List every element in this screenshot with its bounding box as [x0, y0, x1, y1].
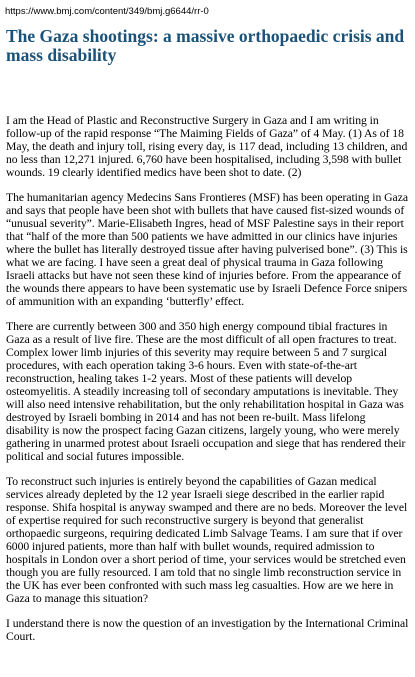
article-title: The Gaza shootings: a massive orthopaedic crisis and mass disability [6, 26, 405, 65]
paragraph-2: The humanitarian agency Medecins Sans Frontieres (MSF) has been operating in Gaza and says that people have been shot with bullets that have caused fist-sized wounds of “unusual severity”. Marie-Elisabeth Ingres, head of MSF Palestine says in their report that “half of the more than 500 patients we have admitted in our clinics have injuries where the bullet has literally destroyed tissue after having pulverised bone”. (3) This is what we are facing. I have seen a great deal of physical trauma in Gaza following Israeli attacks but have not seen these kind of injuries before. From the appearance of the wounds there appears to have been systematic use by Israeli Defence Force snipers of ammunition with an expanding ‘butterfly’ effect. [6, 191, 408, 308]
paragraph-5: I understand there is now the question of an investigation by the International Criminal Court. [6, 617, 409, 643]
paragraph-3: There are currently between 300 and 350 high energy compound tibial fractures in Gaza as a result of live fire. These are the most difficult of all open fractures to treat. Complex lower limb injuries of this severity may require between 5 and 7 surgical procedures, with each operation taking 3-6 hours. Even with state-of-the-art reconstruction, healing takes 1-2 years. Most of these patients will develop osteomyelitis. A steadily increasing toll of secondary amputations is inevitable. They will also need intensive rehabilitation, but the only rehabilitation hospital in Gaza was destroyed by Israeli bombing in 2014 and has not been re-built. Mass lifelong disability is now the prospect facing Gazan citizens, largely young, who were merely gathering in unarmed protest about Israeli occupation and siege that has rendered their political and social futures impossible. [6, 320, 406, 463]
paragraph-4: To reconstruct such injuries is entirely beyond the capabilities of Gazan medical services already depleted by the 12 year Israeli siege described in the earlier rapid response. Shifa hospital is anyway swamped and there are no beds. Moreover the level of expertise required for such reconstructive surgery is beyond that generalist orthopaedic surgeons, requiring dedicated Limb Salvage Teams. I am sure that if over 6000 injured patients, more than half with bullet wounds, required admission to hospitals in London over a short period of time, your services would be stretched even though you are fully resourced. I am told that no single limb reconstruction service in the UK has ever been confronted with such mass leg casualties. How are we here in Gaza to manage this situation? [6, 475, 408, 605]
page-url: https://www.bmj.com/content/349/bmj.g6644/rr-0 [5, 6, 209, 17]
paragraph-1: I am the Head of Plastic and Reconstructive Surgery in Gaza and I am writing in follow-up of the rapid response “The Maiming Fields of Gaza” of 4 May. (1) As of 18 May, the death and injury toll, rising every day, is 117 dead, including 13 children, and no less than 12,271 injured. 6,760 have been hospitalised, including 3,598 with bullet wounds. 19 clearly identified medics have been shot to date. (2) [6, 114, 408, 179]
